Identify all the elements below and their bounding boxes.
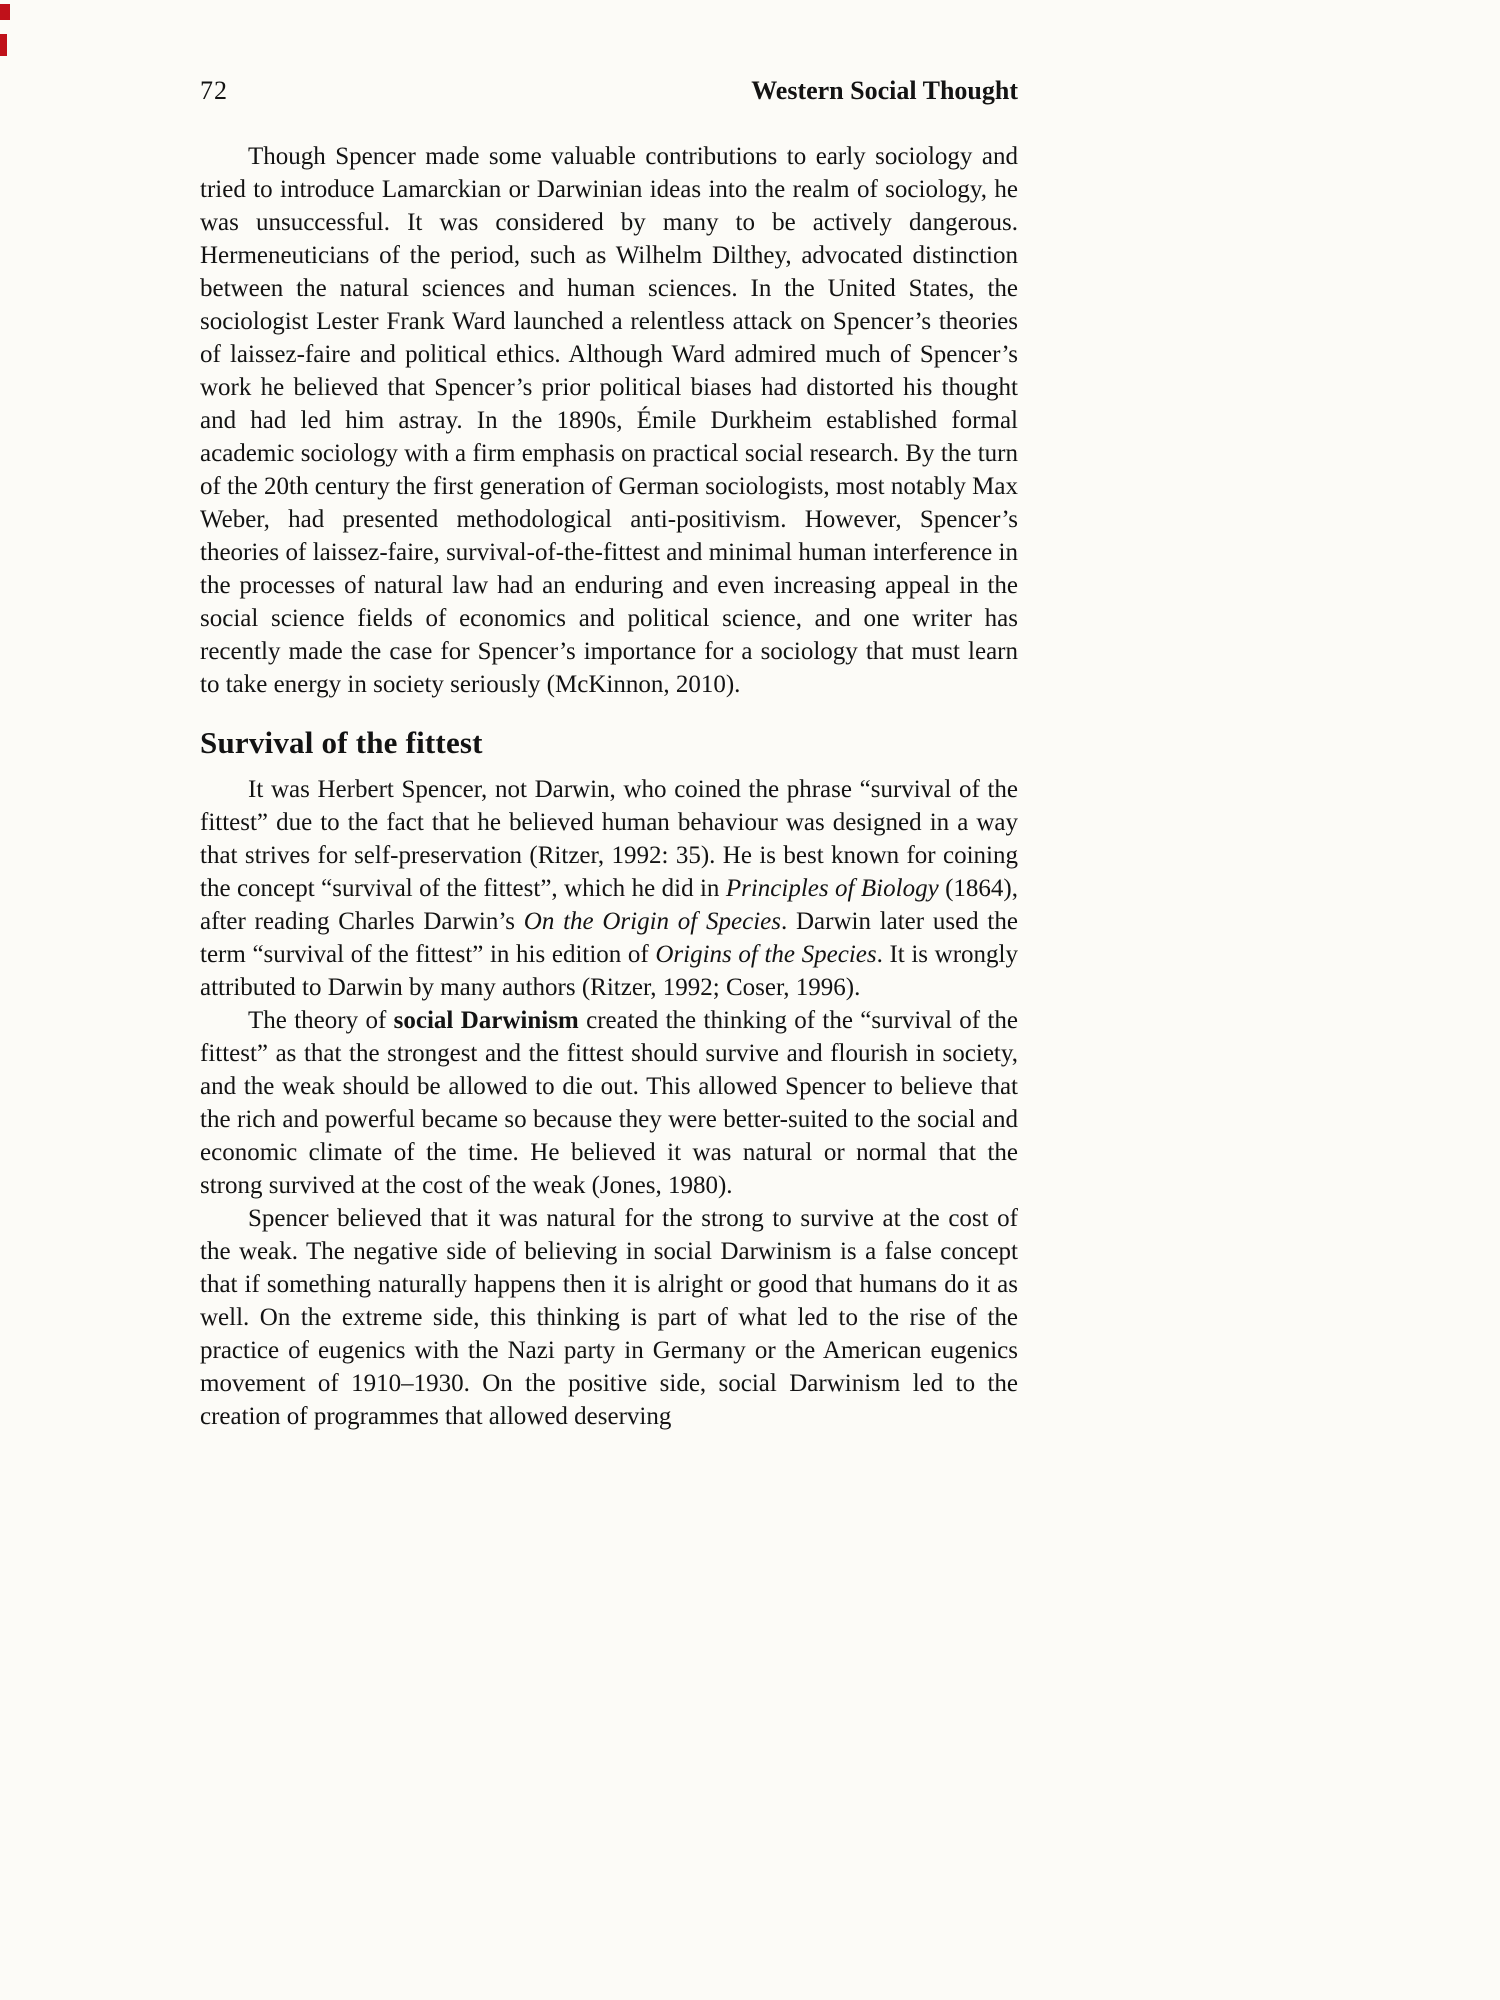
page-body (200, 140, 1018, 1433)
text-run-bold: social Darwinism (393, 1007, 579, 1034)
section-heading: Survival of the fittest (200, 725, 483, 760)
text-run-italic: Origins of the Species (655, 941, 877, 968)
paragraph (200, 140, 1018, 701)
paragraph (200, 773, 1018, 1004)
running-header (200, 76, 1018, 106)
page-number: 72 (200, 76, 228, 105)
page-content (200, 76, 1018, 1433)
text-run: Spencer believed that it was natural for the strong to survive at the cost of the weak. The negative side of believing in social Darwinism is a false concept that if something naturally happens then it is alright or good that humans do it as well. On the extreme side, this thinking is part of what led to the rise of the practice of eugenics with the Nazi party in Germany or the American eugenics movement of 1910–1930. On the positive side, social Darwinism led to the creation of programmes that allowed deserving (200, 1205, 1018, 1430)
text-run: . Darwin later used the term “survival of the fittest” in his edition of (200, 908, 1018, 968)
text-run: It was Herbert Spencer, not Darwin, who coined the phrase “survival of the fittest” due to the fact that he believed human behaviour was designed in a way that strives for self-preservation (Ritzer, 1992: 35). He is best known for coining the concept “survival of the fittest”, which he did in (200, 776, 1018, 902)
scan-artifact (0, 34, 7, 56)
text-run: . It is wrongly attributed to Darwin by many authors (Ritzer, 1992; Coser, 1996). (200, 941, 1018, 1001)
paragraph (200, 1202, 1018, 1433)
text-run: The theory of (248, 1007, 394, 1034)
paragraph (200, 1004, 1018, 1202)
text-run-italic: On the Origin of Species (523, 908, 781, 935)
text-run-italic: Principles of Biology (725, 875, 939, 902)
text-run: (1864), after reading Charles Darwin’s (200, 875, 1018, 935)
running-header-title: Western Social Thought (751, 76, 1018, 105)
scan-artifact (0, 4, 10, 20)
text-run: created the thinking of the “survival of the fittest” as that the strongest and the fittest should survive and flourish in society, and the weak should be allowed to die out. This allowed Spencer to believe that the rich and powerful became so because they were better-suited to the social and economic climate of the time. He believed it was natural or normal that the strong survived at the cost of the weak (Jones, 1980). (200, 1007, 1018, 1199)
text-run: Though Spencer made some valuable contributions to early sociology and tried to introduce Lamarckian or Darwinian ideas into the realm of sociology, he was unsuccessful. It was considered by many to be actively dangerous. Hermeneuticians of the period, such as Wilhelm Dilthey, advocated distinction between the natural sciences and human sciences. In the United States, the sociologist Lester Frank Ward launched a relentless attack on Spencer’s theories of laissez-faire and political ethics. Although Ward admired much of Spencer’s work he believed that Spencer’s prior political biases had distorted his thought and had led him astray. In the 1890s, Émile Durkheim established formal academic sociology with a firm emphasis on practical social research. By the turn of the 20th century the first generation of German sociologists, most notably Max Weber, had presented methodological anti-positivism. However, Spencer’s theories of laissez-faire, survival-of-the-fittest and minimal human interference in the processes of natural law had an enduring and even increasing appeal in the social science fields of economics and political science, and one writer has recently made the case for Spencer’s importance for a sociology that must learn to take energy in society seriously (McKinnon, 2010). (200, 143, 1018, 698)
